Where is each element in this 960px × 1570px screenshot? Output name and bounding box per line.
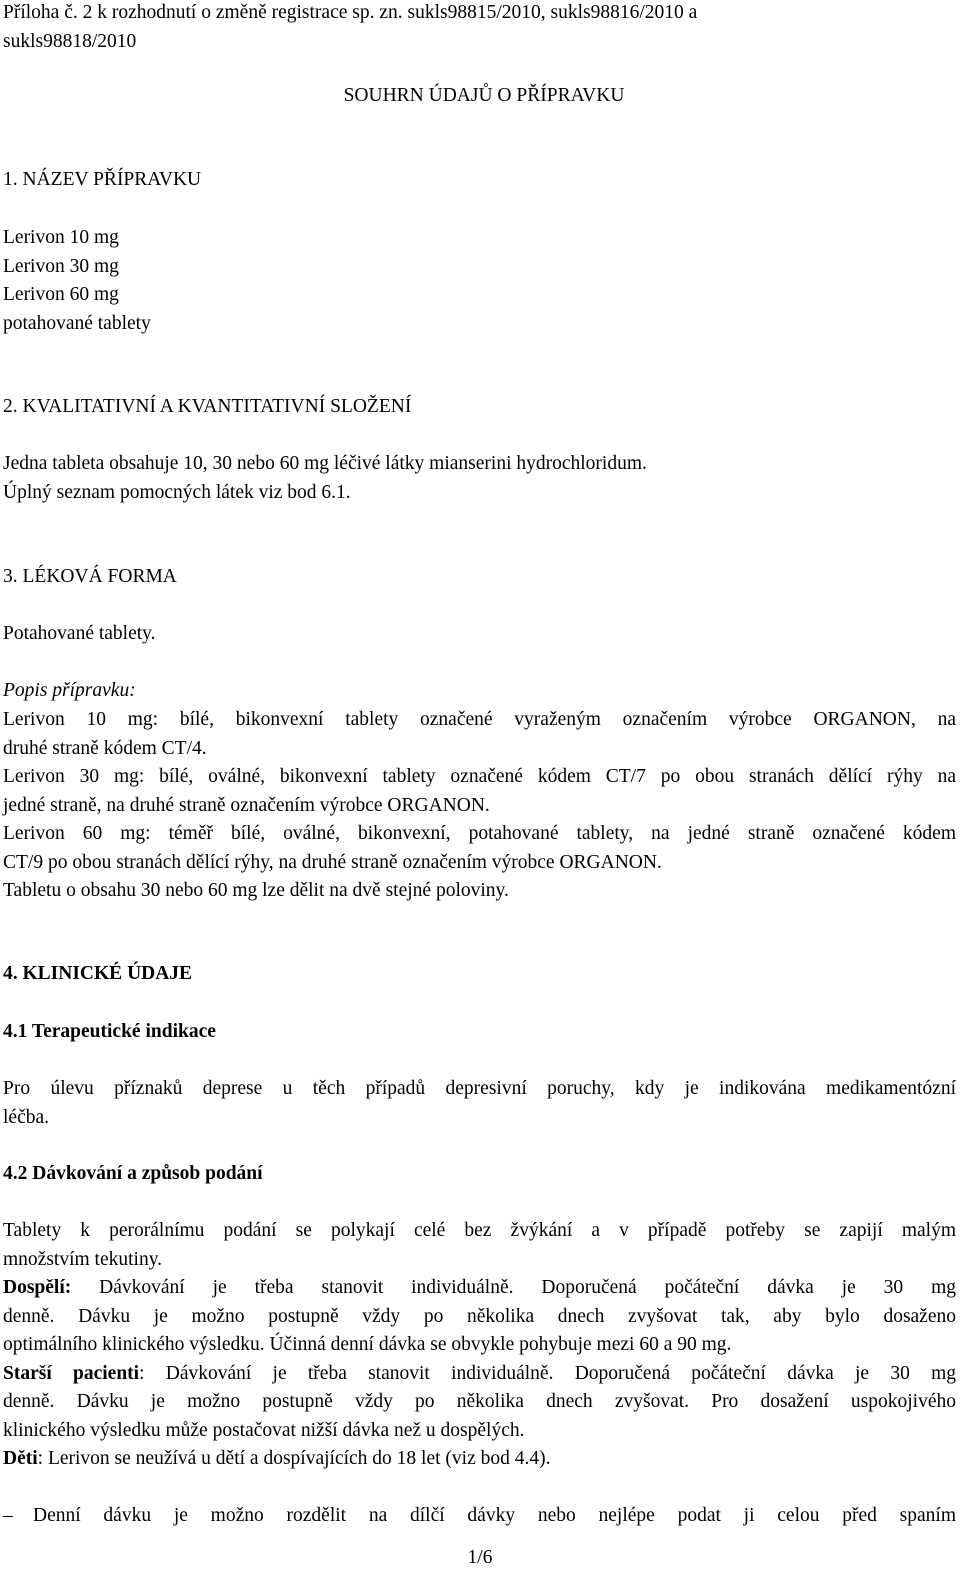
- section-2-heading: 2. KVALITATIVNÍ A KVANTITATIVNÍ SLOŽENÍ: [3, 396, 412, 417]
- posology-intro-line-2: množstvím tekutiny.: [3, 1248, 163, 1270]
- posology-intro-line-1: Tablety k perorálnímu podání se polykají celé bez žvýkání a v případě potřeby se zapijí malým: [3, 1220, 956, 1241]
- composition-text: [3, 450, 956, 507]
- posology-text: [3, 1217, 956, 1474]
- document-title: SOUHRN ÚDAJŮ O PŘÍPRAVKU: [343, 85, 625, 106]
- desc-30mg-line-2: jedné straně, na druhé straně označením výrobce ORGANON.: [3, 794, 490, 816]
- adults-text-1: Dávkování je třeba stanovit individuálně. Doporučená počáteční dávka je 30 mg: [71, 1277, 956, 1298]
- children-label: Děti: [3, 1448, 38, 1469]
- children-line: [3, 1445, 956, 1474]
- elderly-text-1: : Dávkování je třeba stanovit individuálně. Doporučená počáteční dávka je 30 mg: [139, 1362, 956, 1384]
- desc-10mg-line-2: druhé straně kódem CT/4.: [3, 737, 207, 759]
- indications-line-1: Pro úlevu příznaků deprese u těch případů depresivní poruchy, kdy je indikována medikamentózní: [3, 1078, 956, 1099]
- header-note: [3, 0, 956, 56]
- split-note: Tabletu o obsahu 30 nebo 60 mg lze dělit na dvě stejné poloviny.: [3, 880, 509, 901]
- composition-line-1: Jedna tableta obsahuje 10, 30 nebo 60 mg léčivé látky mianserini hydrochloridum.: [3, 453, 647, 474]
- section-4-2-heading: 4.2 Dávkování a způsob podání: [3, 1163, 263, 1184]
- dosage-form: Potahované tablety.: [3, 623, 156, 644]
- page-number: 1/6: [467, 1547, 493, 1568]
- header-line-2: sukls98818/2010: [3, 30, 137, 52]
- indications-line-2: léčba.: [3, 1106, 50, 1128]
- header-line-1: Příloha č. 2 k rozhodnutí o změně registrace sp. zn. sukls98815/2010, sukls98816/2010 a: [3, 2, 698, 23]
- desc-60mg-line-1: Lerivon 60 mg: téměř bílé, oválné, bikonvexní, potahované tablety, na jedné straně označené kódem: [3, 823, 956, 844]
- elderly-line-2: denně. Dávku je možno postupně vždy po několika dnech zvyšovat. Pro dosažení uspokojivého: [3, 1391, 956, 1412]
- product-name-list: [3, 224, 956, 338]
- desc-30mg-line-1: Lerivon 30 mg: bílé, oválné, bikonvexní tablety označené kódem CT/7 po obou stranách dělící rýhy na: [3, 766, 956, 787]
- elderly-label: Starší pacienti: [3, 1362, 140, 1384]
- tablet-descriptions: [3, 706, 956, 906]
- description-label: Popis přípravku:: [3, 680, 136, 701]
- adults-line-3: optimálního klinického výsledku. Účinná denní dávka se obvykle pohybuje mezi 60 a 90 mg.: [3, 1334, 732, 1355]
- section-1-heading: 1. NÁZEV PŘÍPRAVKU: [3, 169, 202, 190]
- dash-bullet: –: [3, 1505, 13, 1526]
- indications-text: [3, 1075, 956, 1132]
- section-3-heading: 3. LÉKOVÁ FORMA: [3, 566, 177, 587]
- elderly-line-3: klinického výsledku může postačovat nižší dávka než u dospělých.: [3, 1419, 525, 1441]
- product-name-10mg: Lerivon 10 mg: [3, 227, 119, 248]
- elderly-line-1: [3, 1360, 956, 1389]
- children-text: : Lerivon se neužívá u dětí a dospívajících do 18 let (viz bod 4.4).: [37, 1448, 551, 1469]
- desc-60mg-line-2: CT/9 po obou stranách dělící rýhy, na druhé straně označením výrobce ORGANON.: [3, 851, 662, 873]
- adults-line-1: [3, 1274, 956, 1303]
- product-name-30mg: Lerivon 30 mg: [3, 255, 119, 277]
- dash-item-text: Denní dávku je možno rozdělit na dílčí dávky nebo nejlépe podat ji celou před spaním: [33, 1505, 956, 1526]
- section-4-heading: 4. KLINICKÉ ÚDAJE: [3, 963, 193, 984]
- section-4-1-heading: 4.1 Terapeutické indikace: [3, 1021, 216, 1042]
- desc-10mg-line-1: Lerivon 10 mg: bílé, bikonvexní tablety označené vyraženým označením výrobce ORGANON, na: [3, 709, 956, 730]
- adults-label: Dospělí:: [3, 1277, 72, 1298]
- product-name-60mg: Lerivon 60 mg: [3, 284, 119, 305]
- composition-line-2: Úplný seznam pomocných látek viz bod 6.1.: [3, 481, 351, 503]
- product-form: potahované tablety: [3, 312, 151, 334]
- adults-line-2: denně. Dávku je možno postupně vždy po několika dnech zvyšovat tak, aby bylo dosaženo: [3, 1305, 956, 1327]
